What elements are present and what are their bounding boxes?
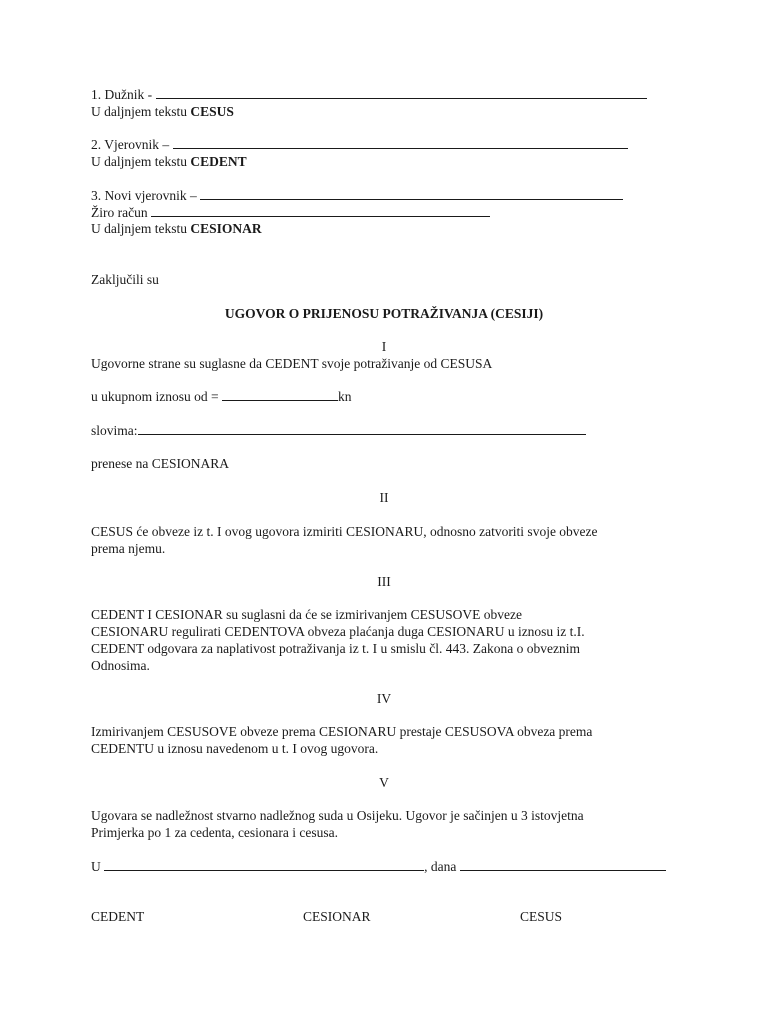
date-label: dana: [427, 859, 460, 874]
section-2-numeral: II: [379, 490, 389, 505]
section-1-line-1: Ugovorne strane su suglasne da CEDENT svoje potraživanje od CESUSA: [91, 356, 493, 371]
section-4-line-2: CEDENTU u iznosu navedenom u t. I ovog ugovora.: [91, 741, 379, 756]
signature-cesionar: CESIONAR: [303, 909, 371, 924]
debtor-alias: CESUS: [190, 104, 234, 119]
place-blank[interactable]: [104, 858, 424, 871]
amount-blank[interactable]: [222, 388, 338, 401]
new-creditor-label: 3. Novi vjerovnik –: [91, 188, 201, 203]
new-creditor-alias: CESIONAR: [190, 221, 262, 236]
creditor-alias-prefix: U daljnjem tekstu: [91, 154, 191, 169]
intro-text: Zaključili su: [91, 272, 159, 287]
account-label: Žiro račun: [91, 205, 151, 220]
words-blank[interactable]: [138, 422, 586, 435]
words-label: slovima:: [91, 423, 138, 438]
debtor-label: 1. Dužnik -: [91, 87, 156, 102]
new-creditor-line: [91, 187, 623, 204]
signature-cedent: CEDENT: [91, 909, 145, 924]
section-5-numeral: V: [379, 775, 389, 790]
account-line: [91, 204, 490, 221]
words-line: [91, 422, 586, 439]
account-blank[interactable]: [151, 204, 490, 217]
section-3-line-3: CEDENT odgovara za naplativost potraživanja iz t. I u smislu čl. 443. Zakona o obveznim: [91, 641, 580, 656]
debtor-line: [91, 86, 647, 103]
creditor-label: 2. Vjerovnik –: [91, 137, 173, 152]
creditor-alias-line: [91, 153, 247, 170]
section-3-line-4: Odnosima.: [91, 658, 150, 673]
place-label: U: [91, 859, 105, 874]
debtor-alias-prefix: U daljnjem tekstu: [91, 104, 191, 119]
amount-unit: kn: [338, 389, 352, 404]
debtor-name-blank[interactable]: [156, 86, 647, 99]
creditor-alias: CEDENT: [190, 154, 247, 169]
section-4-line-1: Izmirivanjem CESUSOVE obveze prema CESIONARU prestaje CESUSOVA obveza prema: [91, 724, 593, 739]
section-3-line-2: CESIONARU regulirati CEDENTOVA obveza plaćanja duga CESIONARU u iznosu iz t.I.: [91, 624, 585, 639]
debtor-alias-line: [91, 103, 234, 120]
amount-label: u ukupnom iznosu od =: [91, 389, 222, 404]
section-1-numeral: I: [381, 339, 387, 354]
section-3-numeral: III: [377, 574, 391, 589]
section-2-line-2: prema njemu.: [91, 541, 166, 556]
section-1-line-end: prenese na CESIONARA: [91, 456, 229, 471]
new-creditor-alias-line: [91, 220, 262, 237]
creditor-line: [91, 136, 628, 153]
section-3-line-1: CEDENT I CESIONAR su suglasni da će se izmirivanjem CESUSOVE obveze: [91, 607, 522, 622]
amount-line: [91, 388, 352, 405]
place-date-separator: ,: [424, 859, 428, 874]
section-2-line-1: CESUS će obveze iz t. I ovog ugovora izmiriti CESIONARU, odnosno zatvoriti svoje obveze: [91, 524, 598, 539]
new-creditor-alias-prefix: U daljnjem tekstu: [91, 221, 191, 236]
new-creditor-name-blank[interactable]: [200, 187, 623, 200]
place-date-line: [91, 858, 666, 875]
section-5-line-2: Primjerka po 1 za cedenta, cesionara i cesusa.: [91, 825, 339, 840]
document-title: UGOVOR O PRIJENOSU POTRAŽIVANJA (CESIJI): [224, 306, 544, 321]
signature-cesus: CESUS: [520, 909, 563, 924]
creditor-name-blank[interactable]: [173, 136, 628, 149]
section-5-line-1: Ugovara se nadležnost stvarno nadležnog suda u Osijeku. Ugovor je sačinjen u 3 istovjetna: [91, 808, 584, 823]
section-4-numeral: IV: [376, 691, 392, 706]
date-blank[interactable]: [460, 858, 666, 871]
